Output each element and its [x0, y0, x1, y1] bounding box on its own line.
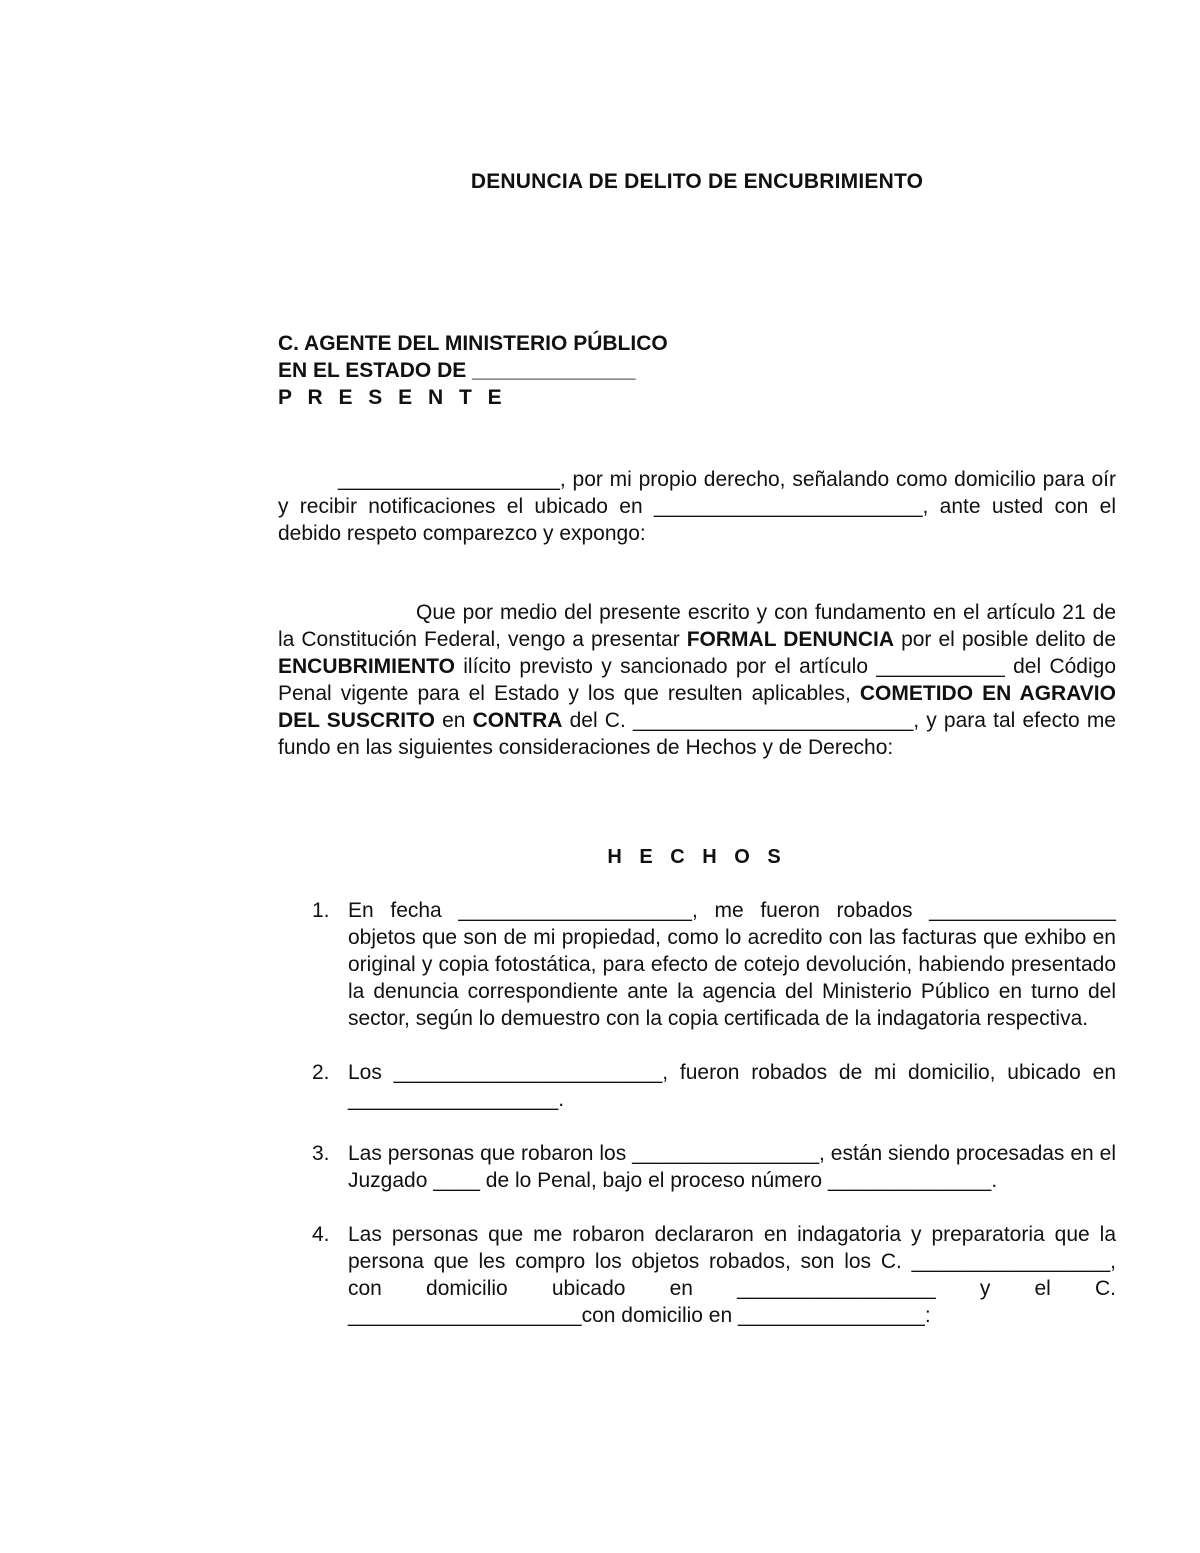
body-paragraph [278, 599, 1116, 761]
list-item [278, 1140, 1116, 1194]
list-item-text: Las personas que robaron los ________________, están siendo procesadas en el Juzgado ____ de lo Penal, bajo el proceso número ______________. [348, 1142, 1116, 1192]
addressee-line-2: EN EL ESTADO DE ______________ [278, 359, 636, 382]
list-item-text: En fecha ____________________, me fueron robados ________________ objetos que son de mi propiedad, como lo acredito con las facturas que exhibo en original y copia fotostática, para efecto de cotejo devolución, habiendo presentado la denuncia correspondiente ante la agencia del Ministerio Público en turno del sector, según lo demuestro con la copia certificada de la indagatoria respectiva. [348, 899, 1116, 1030]
intro-paragraph: ___________________, por mi propio derecho, señalando como domicilio para oír y recibir notificaciones el ubicado en _______________________, ante usted con el debido respeto comparezco y expongo: [278, 468, 1116, 545]
body-text-1: Que por medio del presente escrito y con fundamento en el artículo 21 de la Constitución Federal, vengo a presentar [278, 601, 1116, 651]
body-text-4: en [434, 709, 473, 732]
hechos-heading: H E C H O S [607, 846, 787, 868]
list-item-text: Las personas que me robaron declararon en indagatoria y preparatoria que la persona que les compro los objetos robados, son los C. _________________, con domicilio ubicado en _________________ y el C. ____________________con domicilio en ________________: [348, 1223, 1116, 1327]
hechos-list [278, 897, 1116, 1356]
body-text-3: ilícito previsto y sancionado por el artículo ___________ del Código Penal vigente para el Estado y los que resulten aplicables, [278, 655, 1116, 705]
list-item [278, 897, 1116, 1032]
addressee-block [278, 330, 1116, 411]
body-bold-1: FORMAL DENUNCIA [686, 628, 895, 651]
body-bold-3: COMETIDO EN AGRAVIO DEL SUSCRITO [278, 682, 1116, 732]
list-item [278, 1221, 1116, 1329]
list-item [278, 1059, 1116, 1113]
body-text-5: del C. ________________________, y para tal efecto me fundo en las siguientes consideraciones de Hechos y de Derecho: [278, 709, 1116, 759]
document-title: DENUNCIA DE DELITO DE ENCUBRIMIENTO [470, 170, 924, 193]
list-item-number: 2. [312, 1061, 330, 1084]
addressee-line-3: P R E S E N T E [278, 386, 507, 409]
body-text-2: por el posible delito de [894, 628, 1116, 651]
list-item-number: 1. [312, 899, 330, 922]
list-item-number: 4. [312, 1223, 330, 1246]
body-bold-2: ENCUBRIMIENTO [278, 655, 455, 678]
list-item-number: 3. [312, 1142, 330, 1165]
addressee-line-1: C. AGENTE DEL MINISTERIO PÚBLICO [278, 332, 668, 355]
list-item-text: Los _______________________, fueron robados de mi domicilio, ubicado en __________________. [348, 1061, 1116, 1111]
body-bold-4: CONTRA [472, 709, 563, 732]
